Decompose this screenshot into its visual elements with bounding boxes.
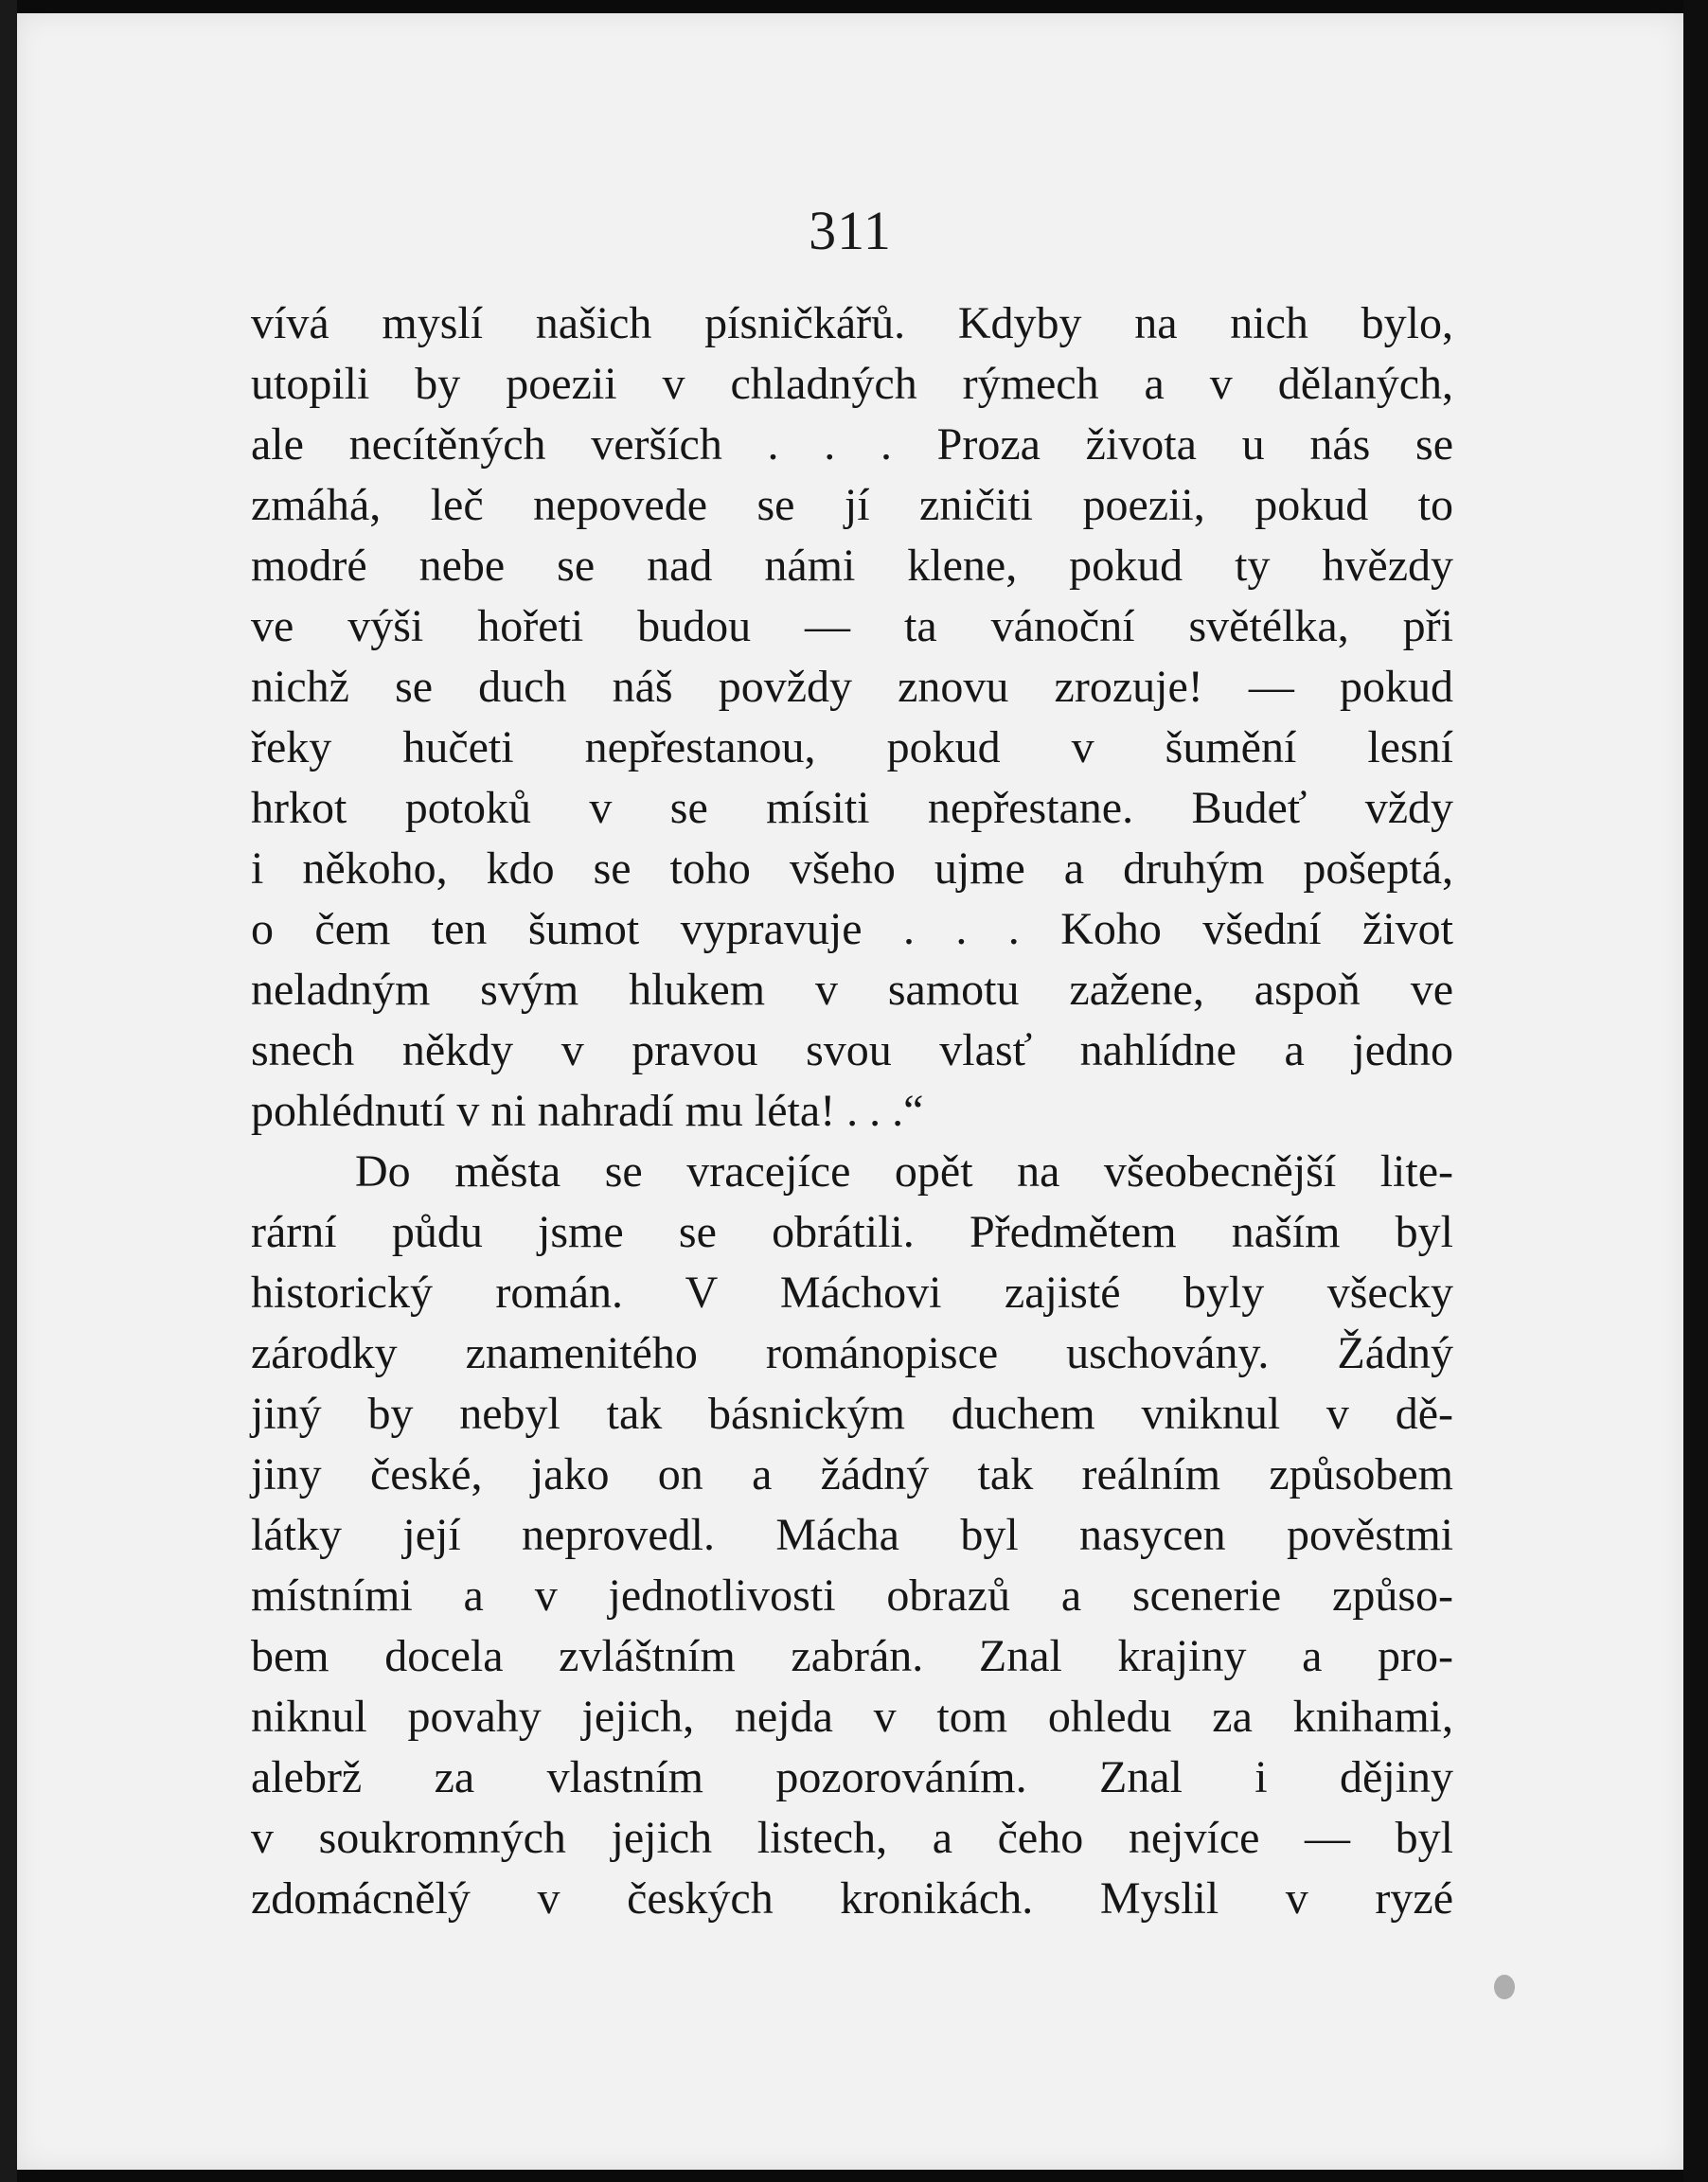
paragraph-end-line: pohlédnutí v ni nahradí mu léta! . . .“ bbox=[251, 1086, 924, 1136]
text-line: modré nebe se nad námi klene, pokud ty hvězdy bbox=[251, 541, 1453, 591]
text-line: bem docela zvláštním zabrán. Znal krajiny a pro- bbox=[251, 1631, 1453, 1681]
text-line: utopili by poezii v chladných rýmech a v dělaných, bbox=[251, 359, 1453, 409]
text-line: místními a v jednotlivosti obrazů a scenerie způso- bbox=[251, 1570, 1453, 1621]
text-line: látky její neprovedl. Mácha byl nasycen pověstmi bbox=[251, 1510, 1453, 1560]
text-line: historický román. V Máchovi zajisté byly všecky bbox=[251, 1268, 1453, 1318]
text-line: i někoho, kdo se toho všeho ujme a druhým pošeptá, bbox=[251, 843, 1453, 894]
scan-smudge bbox=[1494, 1975, 1515, 1999]
text-line: nichž se duch náš povždy znovu zrozuje! — pokud bbox=[251, 662, 1453, 712]
text-line: niknul povahy jejich, nejda v tom ohledu za knihami, bbox=[251, 1692, 1453, 1742]
text-line: v soukromných jejich listech, a čeho nejvíce — byl bbox=[251, 1813, 1453, 1863]
text-line: rární půdu jsme se obrátili. Předmětem naším byl bbox=[251, 1207, 1453, 1257]
body-text bbox=[251, 293, 1453, 1929]
text-line: vívá myslí našich písničkářů. Kdyby na nich bylo, bbox=[251, 298, 1453, 348]
text-line: zdomácnělý v českých kronikách. Myslil v ryzé bbox=[251, 1873, 1453, 1924]
text-line: snech někdy v pravou svou vlasť nahlídne a jedno bbox=[251, 1025, 1453, 1075]
text-line: jiny české, jako on a žádný tak reálním způsobem bbox=[251, 1449, 1453, 1499]
text-line: jiný by nebyl tak básnickým duchem vniknul v dě- bbox=[251, 1389, 1453, 1439]
text-line: zmáhá, leč nepovede se jí zničiti poezii, pokud to bbox=[251, 480, 1453, 530]
text-line: ve výši hořeti budou — ta vánoční světélka, při bbox=[251, 601, 1453, 651]
book-page bbox=[17, 13, 1683, 2170]
text-line: ale necítěných verších . . . Proza života u nás se bbox=[251, 419, 1453, 470]
text-line: zárodky znamenitého románopisce uschovány. Žádný bbox=[251, 1328, 1453, 1378]
page-number: 311 bbox=[809, 200, 892, 261]
right-scan-edge bbox=[1683, 0, 1708, 2182]
text-line: alebrž za vlastním pozorováním. Znal i dějiny bbox=[251, 1752, 1453, 1802]
text-line: o čem ten šumot vypravuje . . . Koho všední život bbox=[251, 904, 1453, 954]
text-line: řeky hučeti nepřestanou, pokud v šumění lesní bbox=[251, 722, 1453, 772]
left-binding-edge bbox=[0, 0, 17, 2182]
paragraph-start-line: Do města se vracejíce opět na všeobecnější lite- bbox=[355, 1146, 1453, 1197]
text-line: hrkot potoků v se mísiti nepřestane. Budeť vždy bbox=[251, 783, 1453, 833]
text-line: neladným svým hlukem v samotu zažene, aspoň ve bbox=[251, 965, 1453, 1015]
